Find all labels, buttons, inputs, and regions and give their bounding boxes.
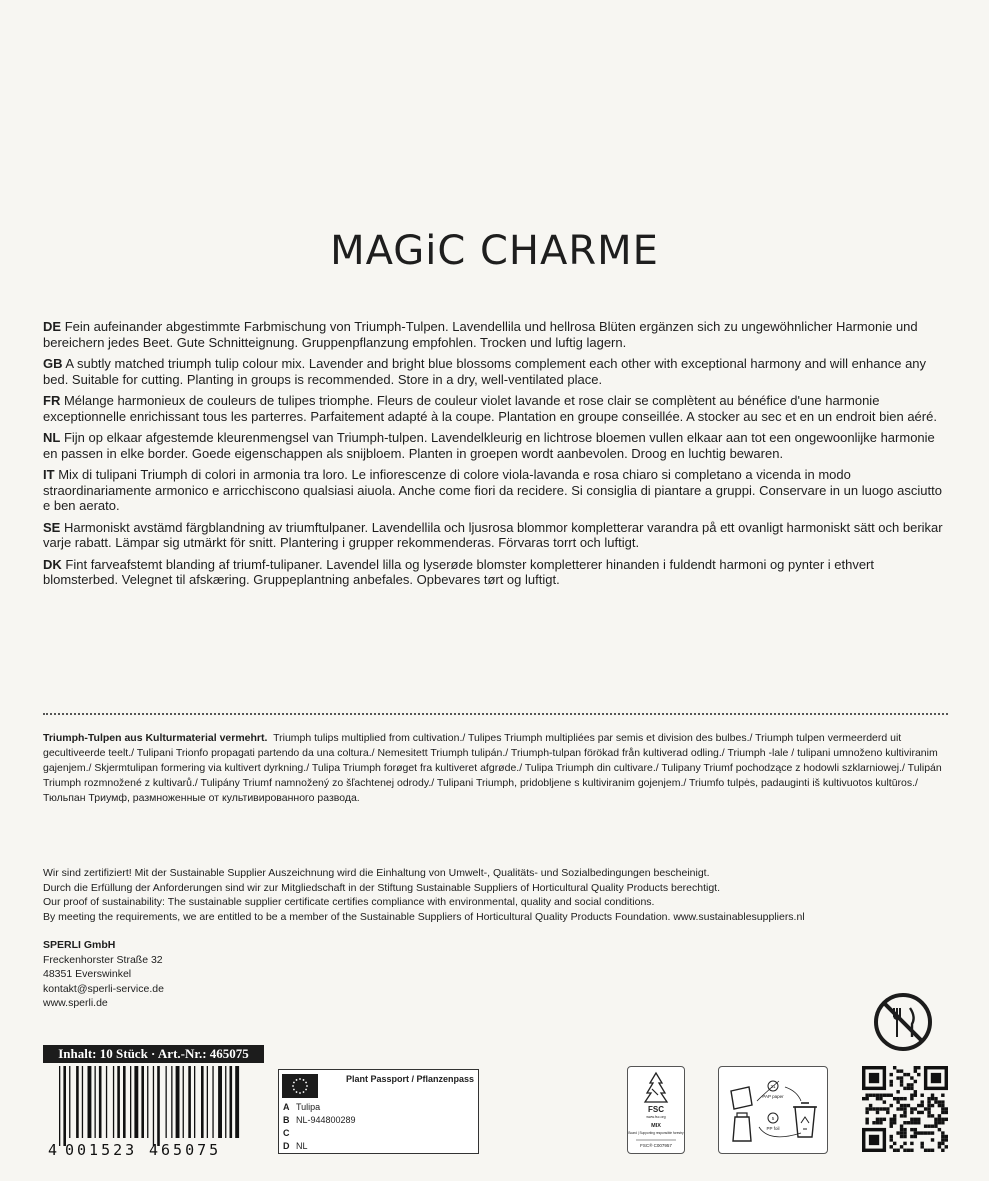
company-name: SPERLI GmbH bbox=[43, 939, 116, 951]
barcode-bar bbox=[188, 1066, 191, 1138]
qr-cell bbox=[917, 1104, 920, 1107]
qr-cell bbox=[900, 1076, 903, 1079]
eu-flag-icon bbox=[282, 1074, 318, 1098]
barcode-bar bbox=[201, 1066, 204, 1138]
qr-cell bbox=[896, 1131, 899, 1134]
qr-cell bbox=[945, 1145, 948, 1148]
barcode-bar bbox=[235, 1066, 239, 1138]
qr-cell bbox=[917, 1073, 920, 1076]
qr-cell bbox=[927, 1149, 930, 1152]
passport-key: B bbox=[283, 1115, 290, 1125]
qr-cell bbox=[910, 1107, 913, 1110]
eu-star-icon bbox=[292, 1085, 294, 1087]
barcode-bar bbox=[106, 1066, 107, 1138]
qr-cell bbox=[931, 1073, 941, 1083]
not-for-consumption-icon bbox=[872, 991, 934, 1053]
language-code: DK bbox=[43, 556, 62, 572]
qr-cell bbox=[896, 1090, 899, 1093]
qr-cell bbox=[945, 1111, 948, 1114]
barcode-bar bbox=[166, 1066, 167, 1138]
qr-cell bbox=[883, 1107, 886, 1110]
qr-cell bbox=[900, 1104, 903, 1107]
barcode-bar bbox=[230, 1066, 233, 1138]
passport-row-d bbox=[283, 1141, 308, 1151]
qr-cell bbox=[883, 1118, 886, 1121]
qr-cell bbox=[893, 1142, 896, 1145]
recycle-plastic-number: 5 bbox=[771, 1116, 775, 1121]
qr-cell bbox=[896, 1076, 899, 1079]
qr-cell bbox=[900, 1097, 903, 1100]
description-se bbox=[43, 520, 948, 551]
qr-cell bbox=[896, 1069, 899, 1072]
qr-cell bbox=[910, 1111, 913, 1114]
qr-cell bbox=[931, 1104, 934, 1107]
qr-cell bbox=[927, 1124, 930, 1127]
qr-cell bbox=[920, 1111, 923, 1114]
svg-text:FSC: FSC bbox=[648, 1105, 664, 1114]
description-de bbox=[43, 319, 948, 350]
barcode-bar bbox=[95, 1066, 96, 1138]
passport-key: C bbox=[283, 1128, 290, 1138]
qr-code bbox=[862, 1066, 948, 1152]
fsc-mix: MIX bbox=[651, 1123, 661, 1129]
qr-cell bbox=[890, 1121, 893, 1124]
qr-cell bbox=[914, 1131, 917, 1134]
barcode-bar bbox=[99, 1066, 102, 1138]
barcode-digit-first: 4 bbox=[48, 1141, 58, 1158]
origin-text: Triumph tulips multiplied from cultivation./ Tulipes Triumph multipliées par semis et division des bulbes./ Triumph tulpen vermeerderd uit gecultiveerde teelt./ Tulipani Trionfo propagati partendo da una coltura./ Nemesitett Triumph tulipán./ Triumph-tulpan förökad från kultiverad odling./ Triumph -lale / tulipani umnoženo kultiviranim gajenjem./ Skjermtulipan formering via kultivert dyrkning./ Tulipa Triumph forøget fra kultiveret afgrøde./ Tulipa Triumph din cultivare./ Tulipany Triumf pochodzące z hodowli szklarniowej./ Tulipán Triumph rozmnožené z kultivarů./ Tulipány Triumf namnožený zo šľachtenej odrody./ Tulipani Triumph, pridobljene s kultiviranim gojenjem./ Triumfo tulpės, padauginti iš kultivuotos kultūros./ Тюльпан Триумф, размноженные от культивированного развода. bbox=[43, 732, 942, 804]
qr-cell bbox=[903, 1111, 906, 1114]
qr-cell bbox=[903, 1114, 906, 1117]
qr-cell bbox=[914, 1107, 917, 1110]
qr-cell bbox=[872, 1107, 875, 1110]
qr-cell bbox=[931, 1124, 934, 1127]
qr-cell bbox=[890, 1094, 893, 1097]
qr-cell bbox=[931, 1094, 934, 1097]
description-text: Mix di tulipani Triumph di colori in armonia tra loro. Le infiorescenze di colore viola-lavanda e rosa chiaro si completano a vicenda in modo straordinariamente armonico e arricchiscono qualsiasi aiuola. Anche come fiori da recidere. Si consiglia di piantare a gruppi. Conservare in un luogo asciutto e ben aerato. bbox=[43, 467, 942, 513]
qr-cell bbox=[931, 1131, 934, 1134]
qr-cell bbox=[931, 1149, 934, 1152]
qr-cell bbox=[879, 1118, 882, 1121]
qr-cell bbox=[927, 1111, 930, 1114]
qr-cell bbox=[890, 1104, 893, 1107]
qr-cell bbox=[927, 1107, 930, 1110]
qr-cell bbox=[910, 1142, 913, 1145]
product-title: MAGiC CHARME bbox=[330, 228, 659, 274]
qr-cell bbox=[890, 1073, 893, 1076]
qr-cell bbox=[924, 1124, 927, 1127]
qr-cell bbox=[927, 1100, 930, 1103]
qr-cell bbox=[900, 1131, 903, 1134]
eu-star-icon bbox=[303, 1079, 305, 1081]
barcode-bar bbox=[123, 1066, 126, 1138]
qr-cell bbox=[945, 1118, 948, 1121]
qr-cell bbox=[879, 1107, 882, 1110]
description-text: Mélange harmonieux de couleurs de tulipes triomphe. Fleurs de couleur violet lavande et rose clair se complètent au bénéfice d'une harmonie exceptionnelle enrichissant tous les parterres. Parfaitement adapté à la coupe. Plantation en groupe conseillée. A stocker au sec et en un endroit bien aéré. bbox=[43, 393, 937, 424]
barcode-bar bbox=[153, 1066, 154, 1146]
barcode-digits-left: 001523 bbox=[65, 1141, 138, 1158]
description-nl bbox=[43, 430, 948, 461]
qr-cell bbox=[903, 1142, 906, 1145]
qr-cell bbox=[907, 1087, 910, 1090]
qr-cell bbox=[865, 1111, 868, 1114]
qr-cell bbox=[914, 1080, 917, 1083]
qr-cell bbox=[879, 1097, 882, 1100]
barcode-bar bbox=[88, 1066, 92, 1138]
qr-cell bbox=[893, 1149, 896, 1152]
barcode-bar bbox=[63, 1066, 66, 1146]
qr-cell bbox=[893, 1097, 896, 1100]
barcode-bar bbox=[157, 1066, 160, 1146]
qr-cell bbox=[917, 1066, 920, 1069]
recycling-icon bbox=[719, 1067, 827, 1153]
qr-cell bbox=[903, 1097, 906, 1100]
qr-cell bbox=[896, 1097, 899, 1100]
barcode-bar bbox=[171, 1066, 172, 1138]
barcode-bar bbox=[130, 1066, 131, 1138]
qr-cell bbox=[862, 1097, 865, 1100]
qr-cell bbox=[941, 1135, 944, 1138]
description-text: Fein aufeinander abgestimmte Farbmischung von Triumph-Tulpen. Lavendellila und hellrosa Blüten ergänzen sich zu ungewöhnlicher Harmonie und bereichern jedes Beet. Gute Schnitteignung. Gruppenpflanzung empfohlen. Trocken und luftig lagern. bbox=[43, 319, 918, 350]
barcode-bar bbox=[218, 1066, 222, 1138]
qr-cell bbox=[883, 1100, 886, 1103]
origin-statement bbox=[43, 731, 948, 806]
product-descriptions bbox=[43, 319, 948, 594]
qr-cell bbox=[927, 1097, 930, 1100]
qr-cell bbox=[941, 1100, 944, 1103]
qr-cell bbox=[903, 1073, 906, 1076]
qr-cell bbox=[903, 1107, 906, 1110]
qr-cell bbox=[890, 1145, 893, 1148]
qr-cell bbox=[876, 1111, 879, 1114]
qr-cell bbox=[941, 1111, 944, 1114]
qr-cell bbox=[893, 1066, 896, 1069]
passport-value: Tulipa bbox=[296, 1102, 321, 1112]
qr-cell bbox=[903, 1131, 906, 1134]
qr-cell bbox=[876, 1121, 879, 1124]
qr-cell bbox=[865, 1118, 868, 1121]
dotted-divider bbox=[43, 713, 948, 715]
qr-cell bbox=[907, 1083, 910, 1086]
qr-cell bbox=[920, 1094, 923, 1097]
description-text: Fint farveafstemt blanding af triumf-tulipaner. Lavendel lilla og lyserøde blomster kompletterer hinanden i fuldendt harmoni og pynter i ethvert blomsterbed. Velegnet til afskæring. Gruppeplantning anbefales. Opbevares tørt og luftigt. bbox=[43, 556, 874, 587]
qr-cell bbox=[910, 1087, 913, 1090]
qr-cell bbox=[900, 1114, 903, 1117]
qr-cell bbox=[914, 1069, 917, 1072]
qr-cell bbox=[900, 1107, 903, 1110]
passport-row-c bbox=[283, 1128, 296, 1138]
qr-cell bbox=[910, 1149, 913, 1152]
qr-cell bbox=[938, 1100, 941, 1103]
qr-cell bbox=[934, 1121, 937, 1124]
language-code: IT bbox=[43, 467, 55, 482]
barcode-bar bbox=[207, 1066, 208, 1138]
qr-cell bbox=[941, 1107, 944, 1110]
description-gb bbox=[43, 356, 948, 387]
qr-cell bbox=[900, 1128, 903, 1131]
qr-cell bbox=[914, 1118, 917, 1121]
qr-cell bbox=[914, 1135, 917, 1138]
plant-passport-title: Plant Passport / Pflanzenpass bbox=[345, 1074, 474, 1084]
qr-cell bbox=[907, 1149, 910, 1152]
qr-cell bbox=[876, 1107, 879, 1110]
certification-line: Durch die Erfüllung der Anforderungen sind wir zur Mitgliedschaft in der Stiftung Sustainable Suppliers of Horticultural Quality Products berechtigt. bbox=[43, 881, 721, 894]
qr-cell bbox=[917, 1121, 920, 1124]
qr-cell bbox=[914, 1121, 917, 1124]
company-email[interactable]: kontakt@sperli-service.de bbox=[43, 982, 164, 995]
qr-cell bbox=[900, 1124, 903, 1127]
qr-cell bbox=[938, 1145, 941, 1148]
certification-line: Our proof of sustainability: The sustainable supplier certificate certifies compliance with environmental, quality and social conditions. bbox=[43, 896, 655, 908]
qr-cell bbox=[938, 1128, 941, 1131]
qr-cell bbox=[865, 1094, 868, 1097]
qr-cell bbox=[910, 1135, 913, 1138]
qr-cell bbox=[883, 1094, 886, 1097]
qr-cell bbox=[876, 1118, 879, 1121]
qr-cell bbox=[893, 1121, 896, 1124]
qr-cell bbox=[945, 1138, 948, 1141]
barcode bbox=[45, 1066, 241, 1158]
qr-cell bbox=[872, 1094, 875, 1097]
qr-cell bbox=[869, 1135, 879, 1145]
eu-star-icon bbox=[299, 1092, 301, 1094]
qr-cell bbox=[903, 1135, 906, 1138]
qr-cell bbox=[890, 1080, 893, 1083]
recycle-paper-number: 21 bbox=[770, 1084, 776, 1089]
qr-cell bbox=[917, 1118, 920, 1121]
recycle-paper-label: PAP paper bbox=[762, 1094, 784, 1099]
qr-cell bbox=[934, 1124, 937, 1127]
eu-star-icon bbox=[296, 1079, 298, 1081]
barcode-bar bbox=[147, 1066, 148, 1138]
qr-cell bbox=[872, 1121, 875, 1124]
qr-cell bbox=[920, 1100, 923, 1103]
qr-cell bbox=[890, 1124, 893, 1127]
qr-cell bbox=[893, 1114, 896, 1117]
qr-cell bbox=[934, 1100, 937, 1103]
contents-article-number: Inhalt: 10 Stück · Art.-Nr.: 465075 bbox=[43, 1045, 264, 1063]
qr-cell bbox=[896, 1149, 899, 1152]
qr-cell bbox=[900, 1069, 903, 1072]
qr-cell bbox=[903, 1087, 906, 1090]
qr-cell bbox=[924, 1149, 927, 1152]
qr-cell bbox=[900, 1135, 903, 1138]
fsc-tree-icon bbox=[628, 1067, 684, 1153]
qr-cell bbox=[920, 1131, 923, 1134]
qr-cell bbox=[879, 1121, 882, 1124]
language-code: FR bbox=[43, 393, 61, 408]
eu-star-icon bbox=[293, 1082, 295, 1084]
qr-cell bbox=[941, 1149, 944, 1152]
qr-cell bbox=[934, 1097, 937, 1100]
fsc-claim: Board | Supporting responsible forestry bbox=[628, 1131, 684, 1135]
barcode-bar bbox=[134, 1066, 138, 1138]
description-text: Harmoniskt avstämd färgblandning av triumftulpaner. Lavendellila och ljusrosa blommor kompletterar varandra på ett ovanligt harmoniskt sätt och berikar varje rabatt. Lämpar sig utmärkt för snitt. Plantering i grupper rekommenderas. Förvaras torrt och luftigt. bbox=[43, 519, 943, 550]
qr-cell bbox=[886, 1111, 889, 1114]
qr-cell bbox=[931, 1138, 934, 1141]
qr-cell bbox=[890, 1135, 893, 1138]
qr-cell bbox=[938, 1121, 941, 1124]
barcode-bar bbox=[69, 1066, 70, 1138]
qr-cell bbox=[910, 1076, 913, 1079]
qr-cell bbox=[927, 1104, 930, 1107]
qr-cell bbox=[938, 1114, 941, 1117]
qr-cell bbox=[910, 1128, 913, 1131]
qr-cell bbox=[896, 1100, 899, 1103]
fsc-url: www.fsc.org bbox=[646, 1115, 666, 1119]
eu-star-icon bbox=[299, 1078, 301, 1080]
qr-cell bbox=[914, 1066, 917, 1069]
barcode-bar bbox=[141, 1066, 144, 1138]
barcode-bar bbox=[212, 1066, 213, 1138]
qr-cell bbox=[876, 1094, 879, 1097]
fsc-code: FSC® C007957 bbox=[640, 1143, 672, 1148]
qr-cell bbox=[896, 1107, 899, 1110]
qr-cell bbox=[941, 1142, 944, 1145]
qr-cell bbox=[903, 1149, 906, 1152]
qr-cell bbox=[910, 1097, 913, 1100]
qr-cell bbox=[903, 1104, 906, 1107]
description-fr bbox=[43, 393, 948, 424]
company-address bbox=[43, 938, 164, 1011]
certification-statement bbox=[43, 866, 948, 924]
qr-cell bbox=[927, 1131, 930, 1134]
description-text: Fijn op elkaar afgestemde kleurenmengsel van Triumph-tulpen. Lavendelkleurig en lichtrose bloemen vullen elkaar aan tot een ongewoonlijke harmonie en passen in elke border. Goede eigenschappen als snijbloem. Planten in groepen wordt aanbevolen. Droog en luchtig bewaren. bbox=[43, 430, 935, 461]
qr-cell bbox=[886, 1107, 889, 1110]
eu-star-icon bbox=[305, 1082, 307, 1084]
eu-star-icon bbox=[306, 1085, 308, 1087]
language-code: DE bbox=[43, 319, 62, 334]
qr-cell bbox=[941, 1121, 944, 1124]
barcode-bar bbox=[225, 1066, 226, 1138]
qr-cell bbox=[914, 1090, 917, 1093]
qr-cell bbox=[934, 1118, 937, 1121]
qr-cell bbox=[924, 1107, 927, 1110]
language-code: NL bbox=[43, 430, 61, 445]
qr-cell bbox=[907, 1121, 910, 1124]
qr-cell bbox=[903, 1121, 906, 1124]
qr-cell bbox=[865, 1121, 868, 1124]
qr-cell bbox=[890, 1083, 893, 1086]
qr-cell bbox=[900, 1080, 903, 1083]
qr-cell bbox=[938, 1142, 941, 1145]
company-city: 48351 Everswinkel bbox=[43, 968, 132, 980]
qr-cell bbox=[869, 1073, 879, 1083]
barcode-digits-right: 465075 bbox=[149, 1141, 222, 1158]
origin-lead: Triumph-Tulpen aus Kulturmaterial vermehrt. bbox=[43, 732, 268, 744]
qr-cell bbox=[893, 1118, 896, 1121]
passport-value: NL bbox=[296, 1141, 308, 1151]
certification-line: Wir sind zertifiziert! Mit der Sustainable Supplier Auszeichnung wird die Einhaltung von Umwelt-, Qualitäts- und Sozialbedingungen bescheinigt. bbox=[43, 867, 710, 879]
qr-cell bbox=[865, 1097, 868, 1100]
qr-cell bbox=[890, 1138, 893, 1141]
qr-cell bbox=[931, 1114, 934, 1117]
fsc-label bbox=[627, 1066, 685, 1154]
passport-row-b bbox=[283, 1115, 356, 1125]
qr-cell bbox=[890, 1118, 893, 1121]
qr-cell bbox=[941, 1138, 944, 1141]
qr-cell bbox=[907, 1104, 910, 1107]
qr-cell bbox=[869, 1107, 872, 1110]
qr-cell bbox=[941, 1118, 944, 1121]
recycle-plastic-label: PP foil bbox=[766, 1126, 780, 1131]
qr-cell bbox=[900, 1083, 903, 1086]
qr-cell bbox=[941, 1104, 944, 1107]
passport-key: D bbox=[283, 1141, 290, 1151]
qr-cell bbox=[914, 1094, 917, 1097]
eu-star-icon bbox=[296, 1091, 298, 1093]
qr-cell bbox=[945, 1135, 948, 1138]
qr-cell bbox=[900, 1145, 903, 1148]
qr-cell bbox=[917, 1111, 920, 1114]
language-code: GB bbox=[43, 356, 63, 371]
plant-passport bbox=[278, 1069, 479, 1154]
qr-cell bbox=[927, 1114, 930, 1117]
qr-cell bbox=[876, 1097, 879, 1100]
qr-cell bbox=[945, 1107, 948, 1110]
company-website[interactable]: www.sperli.de bbox=[43, 997, 108, 1009]
qr-cell bbox=[938, 1104, 941, 1107]
qr-cell bbox=[865, 1107, 868, 1110]
qr-cell bbox=[879, 1094, 882, 1097]
qr-cell bbox=[920, 1104, 923, 1107]
recycling-label bbox=[718, 1066, 828, 1154]
qr-cell bbox=[910, 1121, 913, 1124]
qr-cell bbox=[910, 1083, 913, 1086]
qr-cell bbox=[938, 1118, 941, 1121]
qr-cell bbox=[869, 1094, 872, 1097]
eu-star-icon bbox=[305, 1089, 307, 1091]
qr-cell bbox=[910, 1118, 913, 1121]
barcode-bar bbox=[76, 1066, 79, 1138]
qr-cell bbox=[941, 1131, 944, 1134]
qr-cell bbox=[931, 1097, 934, 1100]
barcode-bar bbox=[183, 1066, 184, 1138]
barcode-bar bbox=[176, 1066, 180, 1138]
qr-cell bbox=[914, 1128, 917, 1131]
passport-key: A bbox=[283, 1102, 290, 1112]
qr-cell bbox=[907, 1073, 910, 1076]
qr-cell bbox=[920, 1142, 923, 1145]
description-text: A subtly matched triumph tulip colour mix. Lavender and bright blue blossoms complement each other with exceptional harmony and will enhance any bed. Suitable for cutting. Planting in groups is recommended. Store in a dry, well-ventilated place. bbox=[43, 356, 927, 387]
eu-star-icon bbox=[303, 1091, 305, 1093]
barcode-bar bbox=[59, 1066, 60, 1146]
passport-value: NL-944800289 bbox=[296, 1115, 356, 1125]
qr-cell bbox=[924, 1131, 927, 1134]
language-code: SE bbox=[43, 519, 61, 535]
certification-line: By meeting the requirements, we are entitled to be a member of the Sustainable Suppliers of Horticultural Quality Products Foundation. www.sustainablesuppliers.nl bbox=[43, 910, 805, 923]
qr-cell bbox=[869, 1104, 872, 1107]
description-dk bbox=[43, 557, 948, 588]
qr-cell bbox=[910, 1094, 913, 1097]
qr-cell bbox=[920, 1145, 923, 1148]
barcode-bar bbox=[113, 1066, 114, 1138]
qr-cell bbox=[903, 1128, 906, 1131]
qr-cell bbox=[886, 1094, 889, 1097]
barcode-bar bbox=[194, 1066, 195, 1138]
barcode-bar bbox=[82, 1066, 83, 1138]
passport-row-a bbox=[283, 1102, 320, 1112]
qr-cell bbox=[917, 1131, 920, 1134]
barcode-bar bbox=[117, 1066, 120, 1138]
qr-cell bbox=[941, 1094, 944, 1097]
company-street: Freckenhorster Straße 32 bbox=[43, 953, 163, 966]
eu-star-icon bbox=[293, 1089, 295, 1091]
description-it bbox=[43, 467, 948, 514]
